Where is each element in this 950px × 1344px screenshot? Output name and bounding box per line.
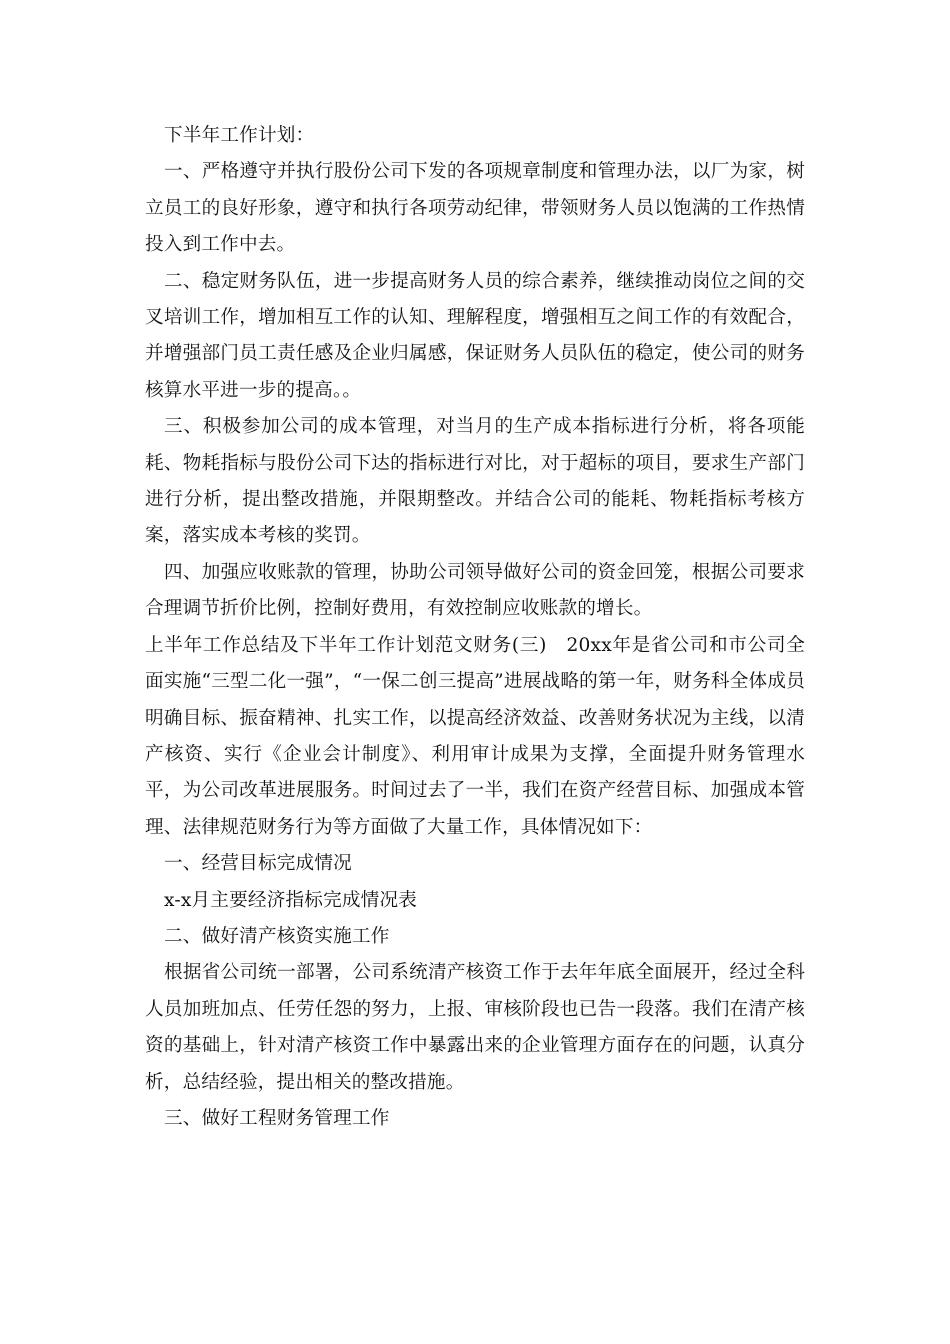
section-heading-plan: 下半年工作计划： (164, 125, 315, 146)
section-heading-1: 一、经营目标完成情况 (164, 853, 352, 875)
paragraph-item-3: 三、积极参加公司的成本管理，对当月的生产成本指标进行分析，将各项能耗、物耗指标与股份公司下达的指标进行对比，对于超标的项目，要求生产部门进行分析，提出整改措施，并限期整改。并结合公司的能耗、物耗指标考核方案，落实成本考核的奖罚。 (145, 416, 805, 547)
paragraph-audit: 根据省公司统一部署，公司系统清产核资工作于去年年底全面展开，经过全科人员加班加点、任劳任怨的努力，上报、审核阶段也已告一段落。我们在清产核资的基础上，针对清产核资工作中暴露出来的企业管理方面存在的问题，认真分析，总结经验，提出相关的整改措施。 (145, 962, 805, 1093)
paragraph-item-1: 一、严格遵守并执行股份公司下发的各项规章制度和管理办法，以厂为家，树立员工的良好形象，遵守和执行各项劳动纪律，带领财务人员以饱满的工作热情投入到工作中去。 (145, 161, 805, 256)
section-heading-3: 三、做好工程财务管理工作 (164, 1107, 390, 1129)
document-body (145, 118, 805, 1137)
paragraph-item-2: 二、稳定财务队伍，进一步提高财务人员的综合素养，继续推动岗位之间的交叉培训工作，增加相互工作的认知、理解程度，增强相互之间工作的有效配合，并增强部门员工责任感及企业归属感，保证财务人员队伍的稳定，使公司的财务核算水平进一步的提高。。 (145, 270, 805, 401)
paragraph-summary-intro: 上半年工作总结及下半年工作计划范文财务(三) 20xx年是省公司和市公司全面实施“三型二化一强”，“一保二创三提高”进展战略的第一年，财务科全体成员明确目标、振奋精神、扎实工作，以提高经济效益、改善财务状况为主线，以清产核资、实行《企业会计制度》、利用审计成果为支撑，全面提升财务管理水平，为公司改革进展服务。时间过去了一半，我们在资产经营目标、加强成本管理、法律规范财务行为等方面做了大量工作，具体情况如下： (145, 634, 805, 838)
table-caption: x-x月主要经济指标完成情况表 (164, 889, 418, 911)
paragraph-item-4: 四、加强应收账款的管理，协助公司领导做好公司的资金回笼，根据公司要求合理调节折价比例，控制好费用，有效控制应收账款的增长。 (145, 561, 805, 620)
section-heading-2: 二、做好清产核资实施工作 (164, 925, 390, 947)
